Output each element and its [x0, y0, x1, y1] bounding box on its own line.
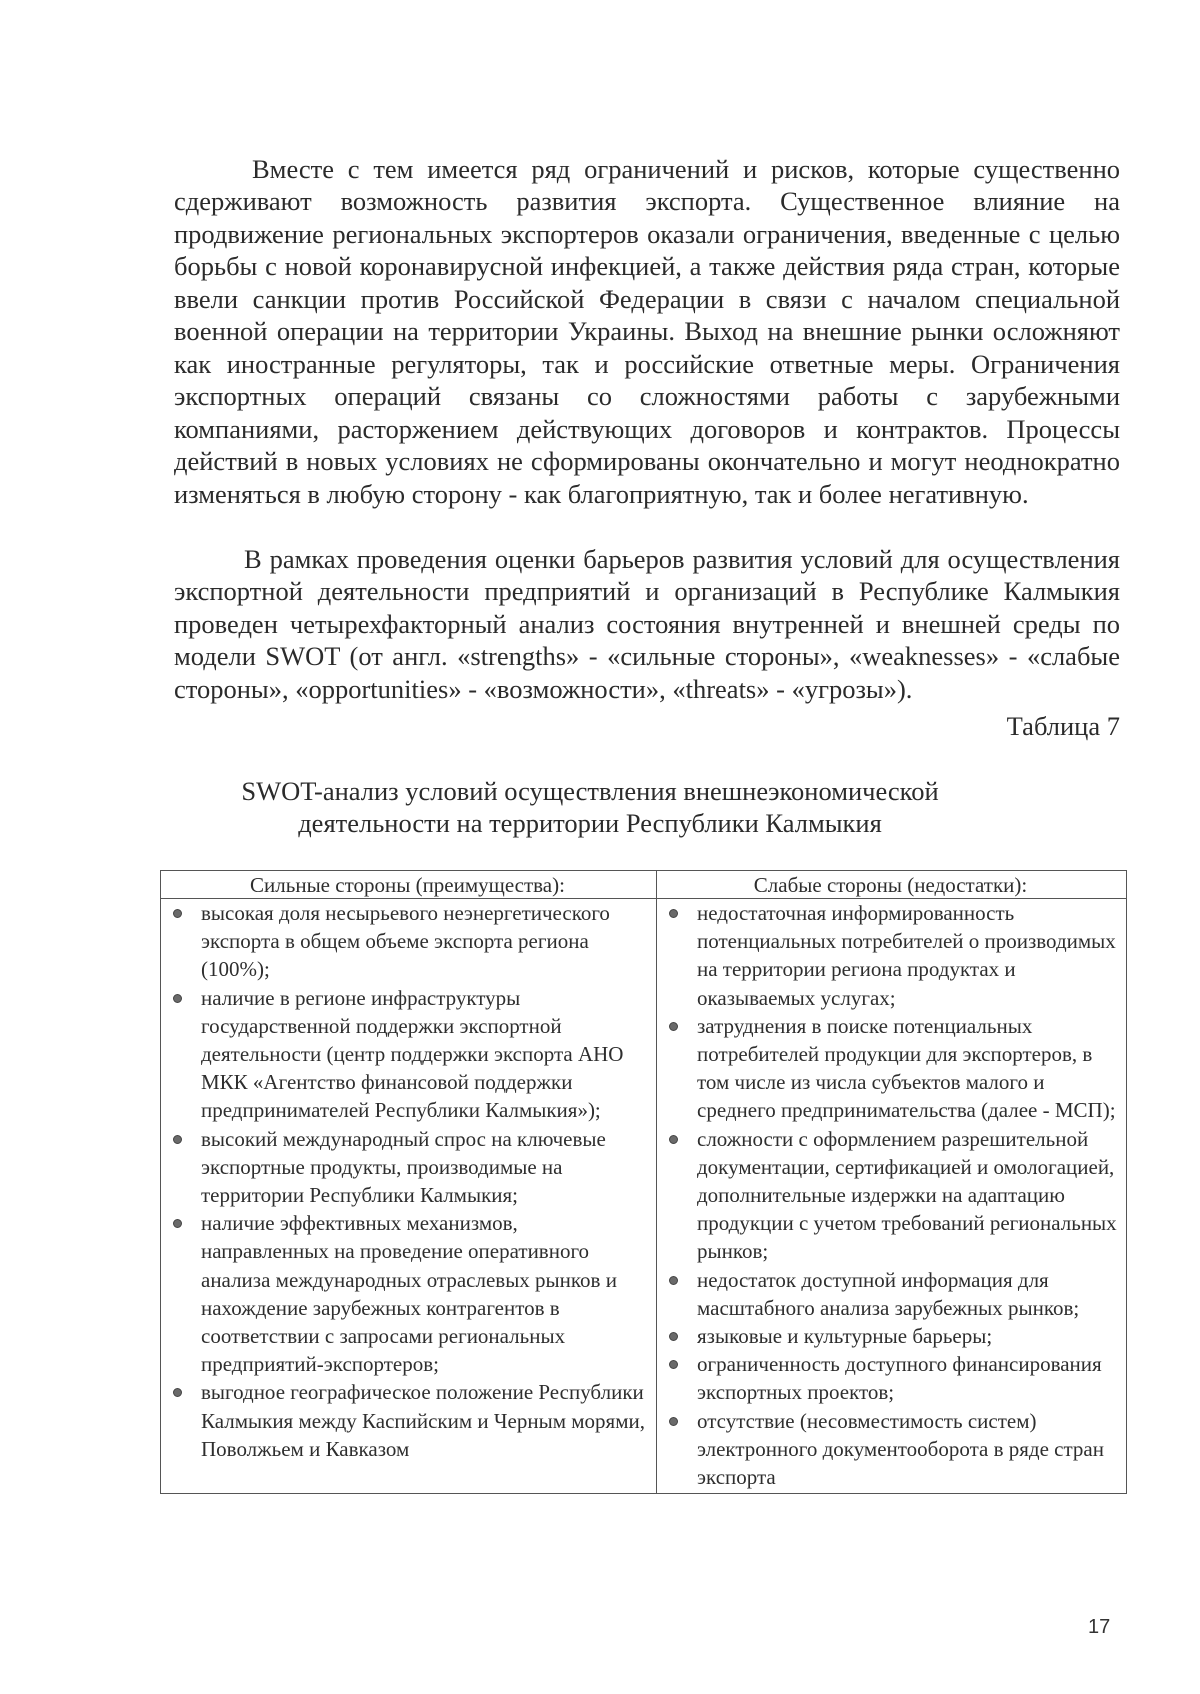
weakness-item — [663, 1266, 1118, 1322]
swot-header-row — [161, 871, 1127, 899]
weakness-item — [663, 899, 1118, 1012]
weakness-text: недостаточная информированность потенциальных потребителей о производимых на территории региона продуктах и оказываемых услугах; — [697, 901, 1116, 1010]
strength-text: выгодное географическое положение Республики Калмыкия между Каспийским и Черным морями, Поволжьем и Кавказом — [201, 1380, 645, 1461]
weaknesses-header: Слабые стороны (недостатки): — [657, 871, 1127, 899]
bullet-icon — [173, 909, 182, 918]
strengths-header: Сильные стороны (преимущества): — [161, 871, 657, 899]
paragraph-risks: Вместе с тем имеется ряд ограничений и рисков, которые существенно сдерживают возможность развития экспорта. Существенное влияние на продвижение региональных экспортеров оказали ограничения, введенные с целью борьбы с новой коронавирусной инфекцией, а также действия ряда стран, которые ввели санкции против Российской Федерации в связи с началом специальной военной операции на территории Украины. Выход на внешние рынки осложняют как иностранные регуляторы, так и российские ответные меры. Ограничения экспортных операций связаны со сложностями работы с зарубежными компаниями, расторжением действующих договоров и контрактов. Процессы действий в новых условиях не сформированы окончательно и могут неоднократно изменяться в любую сторону - как благоприятную, так и более негативную. — [174, 153, 1120, 509]
table-caption — [240, 775, 940, 839]
strength-item — [167, 1125, 648, 1210]
strength-item — [167, 1378, 648, 1463]
weakness-item — [663, 1125, 1118, 1266]
strength-item — [167, 1209, 648, 1378]
strength-text: наличие эффективных механизмов, направленных на проведение оперативного анализа международных отраслевых рынков и нахождение зарубежных контрагентов в соответствии с запросами региональных предприятий-экспортеров; — [201, 1211, 617, 1377]
weaknesses-list — [663, 899, 1118, 1493]
table-label: Таблица 7 — [1006, 711, 1120, 741]
table-caption-line-1: SWOT-анализ условий осуществления внешнеэкономической — [241, 776, 939, 806]
weakness-text: ограниченность доступного финансирования экспортных проектов; — [697, 1352, 1102, 1405]
strength-text: наличие в регионе инфраструктуры государственной поддержки экспортной деятельности (центр поддержки экспорта АНО МКК «Агентство финансовой поддержки предпринимателей Республики Калмыкия»); — [201, 985, 624, 1123]
bullet-icon — [173, 1388, 182, 1397]
strength-text: высокая доля несырьевого неэнергетического экспорта в общем объеме экспорта региона (100%); — [201, 901, 610, 982]
weakness-text: сложности с оформлением разрешительной документации, сертификацией и омологацией, дополнительные издержки на адаптацию продукции с учетом требований региональных рынков; — [697, 1126, 1117, 1264]
weakness-item — [663, 1322, 1118, 1350]
weakness-text: отсутствие (несовместимость систем) электронного документооборота в ряде стран экспорта — [697, 1408, 1104, 1490]
page-number: 17 — [1088, 1616, 1111, 1638]
strengths-list — [167, 899, 648, 1465]
bullet-icon — [669, 1135, 678, 1144]
bullet-icon — [173, 1219, 182, 1228]
weakness-item — [663, 1012, 1118, 1125]
weakness-text: языковые и культурные барьеры; — [697, 1324, 993, 1349]
weakness-item — [663, 1350, 1118, 1406]
weaknesses-cell — [657, 899, 1127, 1494]
bullet-icon — [669, 1276, 678, 1285]
bullet-icon — [669, 1022, 678, 1031]
strength-item — [167, 899, 648, 984]
weakness-text: недостаток доступной информация для масштабного анализа зарубежных рынков; — [697, 1267, 1080, 1320]
strength-text: высокий международный спрос на ключевые экспортные продукты, производимые на территории Республики Калмыкия; — [201, 1126, 606, 1208]
swot-table — [160, 870, 1127, 1494]
strength-item — [167, 984, 648, 1125]
bullet-icon — [669, 1332, 678, 1341]
bullet-icon — [669, 1417, 678, 1426]
strengths-cell — [161, 899, 657, 1494]
bullet-icon — [173, 994, 182, 1003]
swot-body-row — [161, 899, 1127, 1494]
weakness-text: затруднения в поиске потенциальных потребителей продукции для экспортеров, в том числе из числа субъектов малого и среднего предпринимательства (далее - МСП); — [697, 1013, 1116, 1123]
weakness-item — [663, 1407, 1118, 1492]
paragraph-swot-intro: В рамках проведения оценки барьеров развития условий для осуществления экспортной деятельности предприятий и организаций в Республике Калмыкия проведен четырехфакторный анализ состояния внутренней и внешней среды по модели SWOT (от англ. «strengths» - «сильные стороны», «weaknesses» - «слабые стороны», «opportunities» - «возможности», «threats» - «угрозы»). — [174, 543, 1120, 704]
bullet-icon — [669, 1360, 678, 1369]
table-caption-line-2: деятельности на территории Республики Калмыкия — [298, 808, 882, 838]
bullet-icon — [669, 909, 678, 918]
bullet-icon — [173, 1135, 182, 1144]
